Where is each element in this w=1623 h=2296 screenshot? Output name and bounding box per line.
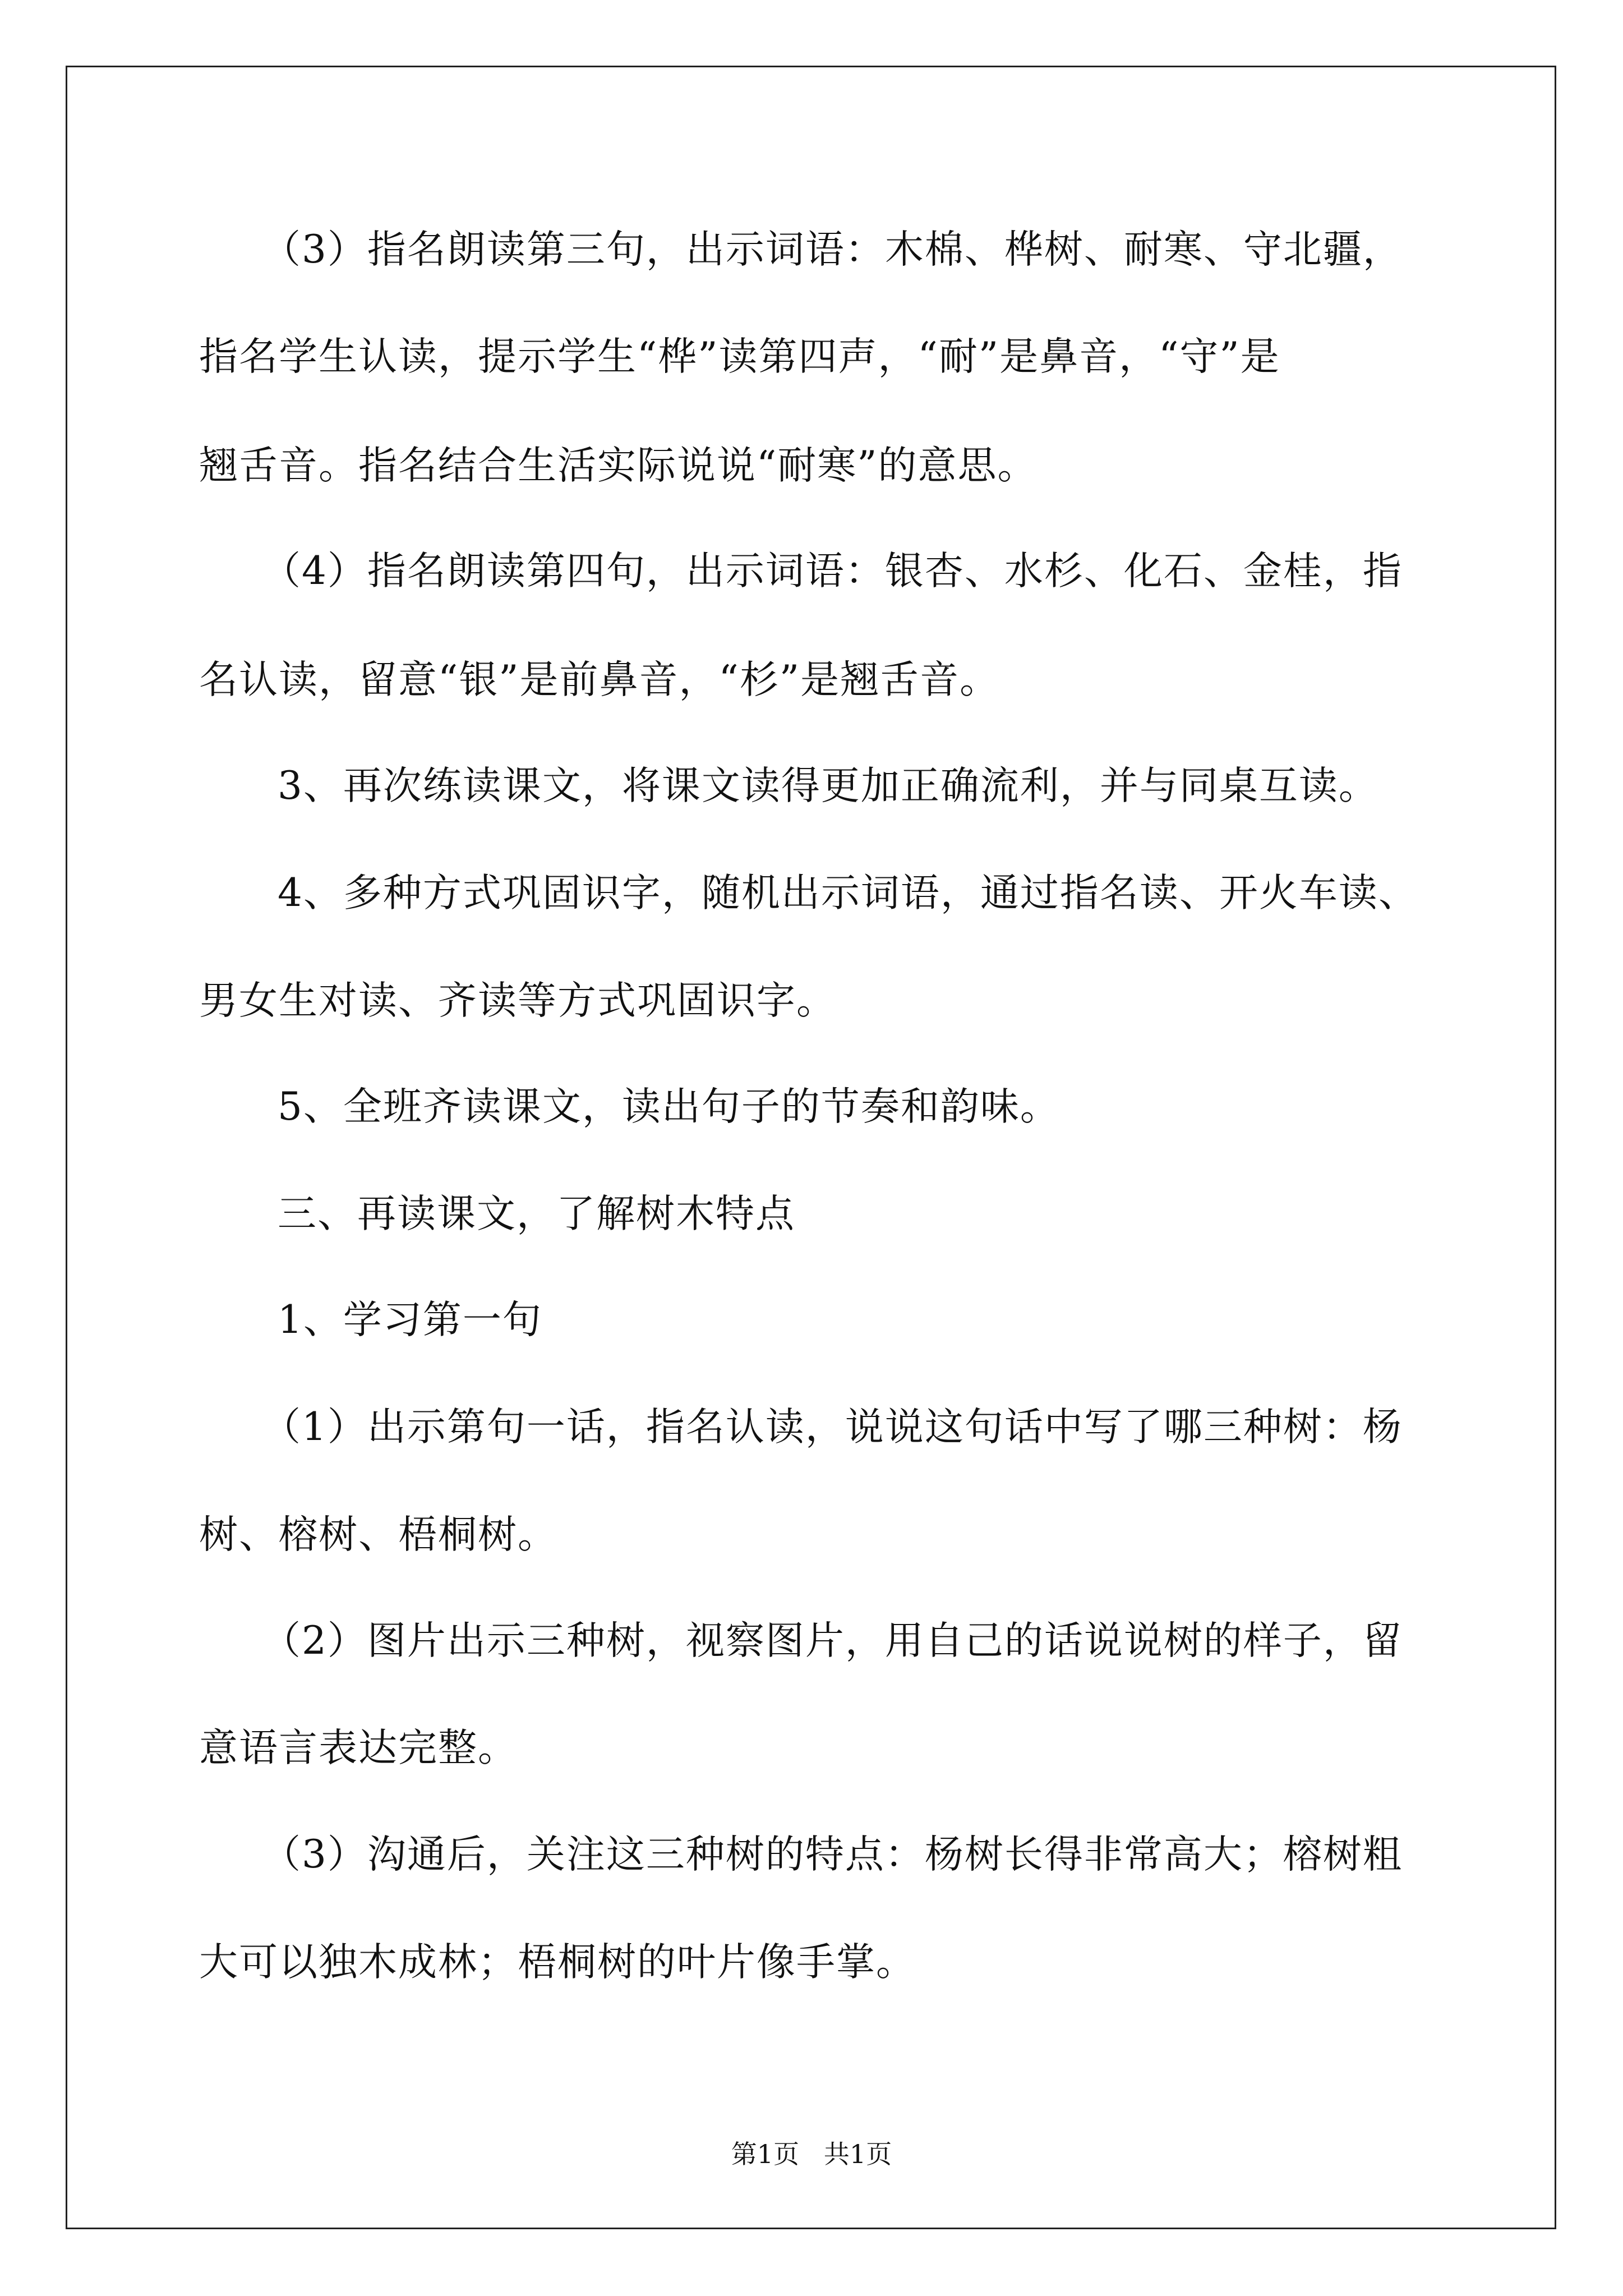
text-line-8: 男女生对读、齐读等方式巩固识字。 [199,978,836,1023]
text-line-3: 翘舌音。指名结合生活实际说说“耐寒”的意思。 [199,443,1038,488]
text-line-10: 三、再读课文，了解树木特点 [278,1191,795,1236]
text-line-5: 名认读，留意“银”是前鼻音，“杉”是翘舌音。 [199,657,1000,702]
text-line-17: 大可以独木成林；梧桐树的叶片像手掌。 [199,1940,916,1985]
text-line-14: （2）图片出示三种树，视察图片，用自己的话说说树的样子，留 [262,1618,1403,1663]
text-line-11: 1、学习第一句 [278,1297,542,1342]
text-line-4: （4）指名朗读第四句，出示词语：银杏、水杉、化石、金桂，指 [262,549,1403,593]
text-line-2: 指名学生认读，提示学生“桦”读第四声，“耐”是鼻音，“守”是 [199,334,1280,379]
text-line-9: 5、全班齐读课文，读出句子的节奏和韵味。 [278,1084,1060,1129]
text-line-1: （3）指名朗读第三句，出示词语：木棉、桦树、耐寒、守北疆， [262,227,1403,272]
text-line-6: 3、再次练读课文，将课文读得更加正确流利，并与同桌互读。 [278,763,1378,808]
text-line-7: 4、多种方式巩固识字，随机出示词语，通过指名读、开火车读、 [278,871,1418,915]
text-line-12: （1）出示第句一话，指名认读，说说这句话中写了哪三种树：杨 [262,1405,1403,1450]
page-border [66,66,1556,2229]
text-line-15: 意语言表达完整。 [199,1726,518,1770]
page-footer: 第1页 共1页 [731,2139,892,2169]
text-line-16: （3）沟通后，关注这三种树的特点：杨树长得非常高大；榕树粗 [262,1832,1403,1877]
text-line-13: 树、榕树、梧桐树。 [199,1512,557,1557]
